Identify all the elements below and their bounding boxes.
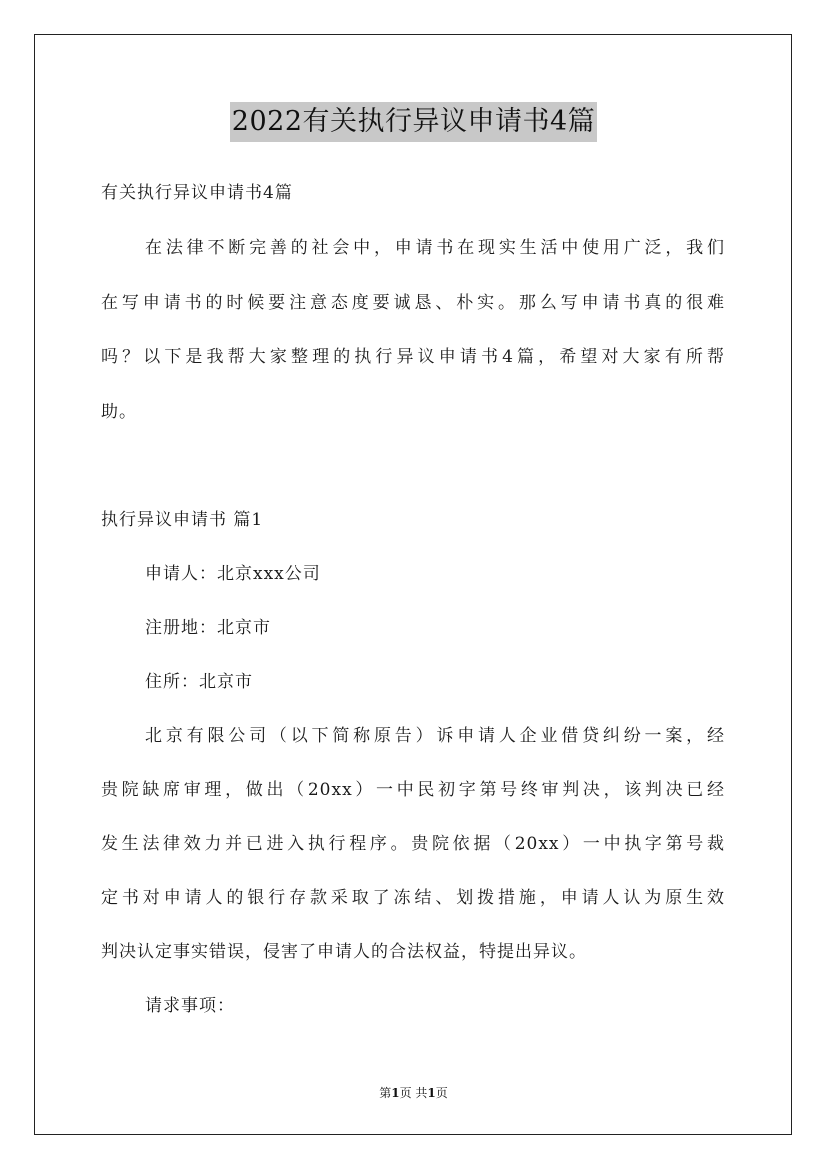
- section-heading: 执行异议申请书 篇1: [101, 510, 264, 530]
- intro-line-4: 助。: [101, 402, 137, 422]
- footer-page-suffix: 页: [435, 1086, 448, 1100]
- body-line-5: 判决认定事实错误，侵害了申请人的合法权益，特提出异议。: [101, 942, 587, 962]
- document-subtitle: 有关执行异议申请书4篇: [101, 183, 293, 203]
- intro-line-2: 在写申请书的时候要注意态度要诚恳、朴实。那么写申请书真的很难: [101, 293, 725, 313]
- footer-page-current: 1: [391, 1086, 400, 1100]
- registered-address-line: 注册地：北京市: [145, 618, 271, 638]
- applicant-line: 申请人：北京xxx公司: [145, 564, 321, 584]
- title-container: [0, 102, 827, 142]
- intro-line-3: 吗？以下是我帮大家整理的执行异议申请书4篇，希望对大家有所帮: [101, 347, 725, 367]
- document-title: 2022有关执行异议申请书4篇: [230, 102, 597, 142]
- request-heading: 请求事项：: [145, 996, 235, 1016]
- footer-page-total: 1: [427, 1086, 436, 1100]
- body-line-4: 定书对申请人的银行存款采取了冻结、划拨措施，申请人认为原生效: [101, 888, 725, 908]
- page-footer: [0, 1085, 827, 1101]
- body-line-1: 北京有限公司（以下简称原告）诉申请人企业借贷纠纷一案，经: [145, 726, 725, 746]
- footer-page-mid: 页 共: [399, 1086, 428, 1100]
- body-line-2: 贵院缺席审理，做出（20xx）一中民初字第号终审判决，该判决已经: [101, 780, 725, 800]
- body-line-3: 发生法律效力并已进入执行程序。贵院依据（20xx）一中执字第号裁: [101, 834, 725, 854]
- footer-page-prefix: 第: [379, 1086, 392, 1100]
- intro-line-1: 在法律不断完善的社会中，申请书在现实生活中使用广泛，我们: [145, 238, 725, 258]
- residence-line: 住所：北京市: [145, 672, 253, 692]
